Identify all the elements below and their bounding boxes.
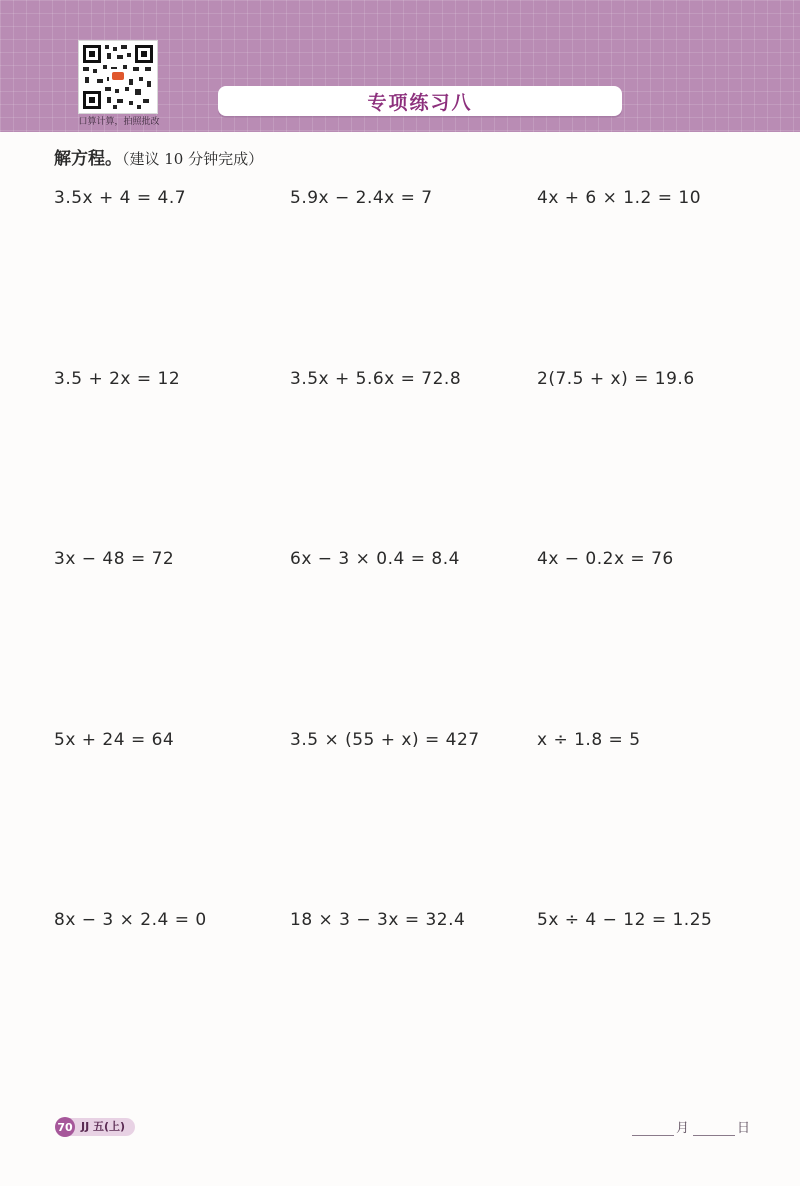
- equation-item: 3.5x + 5.6x = 72.8: [290, 369, 462, 389]
- instruction: [54, 144, 263, 169]
- equation-item: 3.5 × (55 + x) = 427: [290, 730, 480, 750]
- day-blank: [693, 1121, 735, 1136]
- page-number: 70: [55, 1117, 75, 1137]
- equation-item: 5x + 24 = 64: [54, 730, 175, 750]
- equation-item: 2(7.5 + x) = 19.6: [537, 369, 695, 389]
- qr-code-icon[interactable]: [78, 40, 158, 114]
- equation-item: 5x ÷ 4 − 12 = 1.25: [537, 910, 713, 930]
- equation-item: 3x − 48 = 72: [54, 549, 175, 569]
- equation-item: 4x + 6 × 1.2 = 10: [537, 188, 702, 208]
- date-field: [632, 1117, 750, 1136]
- page-title: 专项练习八: [218, 86, 622, 116]
- instruction-hint: （建议 10 分钟完成）: [122, 150, 264, 168]
- equation-item: 4x − 0.2x = 76: [537, 549, 674, 569]
- header-band: [0, 0, 800, 132]
- instruction-label: 解方程。: [54, 149, 122, 169]
- month-label: 月: [676, 1121, 690, 1136]
- equation-item: 3.5 + 2x = 12: [54, 369, 181, 389]
- grade-tag: JJ 五(上): [69, 1118, 135, 1136]
- day-label: 日: [737, 1121, 751, 1136]
- month-blank: [632, 1121, 674, 1136]
- footer-badge: [55, 1117, 135, 1137]
- equation-item: 5.9x − 2.4x = 7: [290, 188, 433, 208]
- equation-item: x ÷ 1.8 = 5: [537, 730, 641, 750]
- equation-item: 3.5x + 4 = 4.7: [54, 188, 187, 208]
- equation-item: 6x − 3 × 0.4 = 8.4: [290, 549, 460, 569]
- qr-caption: 口算计算，拍照批改: [78, 117, 160, 127]
- equation-item: 18 × 3 − 3x = 32.4: [290, 910, 466, 930]
- equation-item: 8x − 3 × 2.4 = 0: [54, 910, 207, 930]
